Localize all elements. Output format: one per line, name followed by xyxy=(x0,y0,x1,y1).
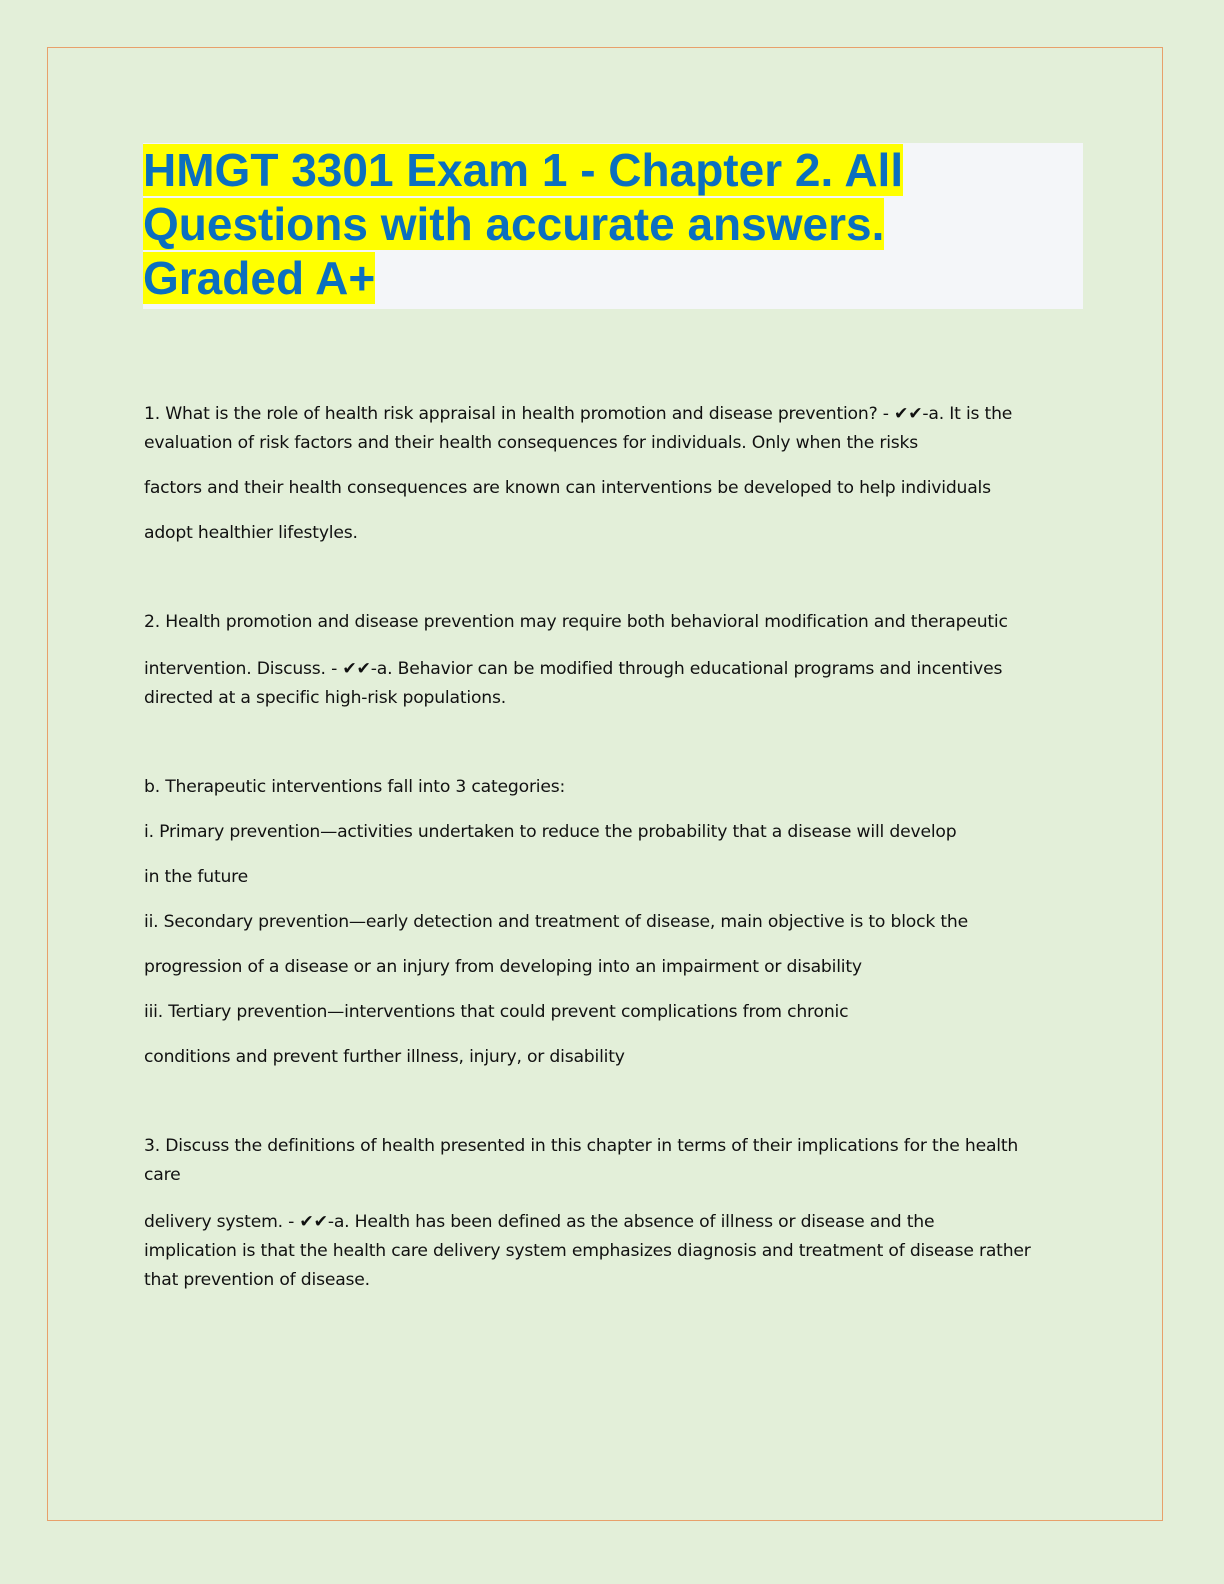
title-line-2: Questions with accurate answers. xyxy=(143,198,885,250)
title-line-1: HMGT 3301 Exam 1 - Chapter 2. All xyxy=(143,144,904,196)
q2-line-1: 2. Health promotion and disease prevention may require both behavioral modification and therapeutic xyxy=(144,612,1008,632)
q2-ii-line-1: ii. Secondary prevention—early detection and treatment of disease, main objective is to block the xyxy=(144,912,968,932)
q2-iii-line-2: conditions and prevent further illness, injury, or disability xyxy=(144,1047,625,1067)
document-title xyxy=(143,143,1083,305)
q1-line-4: adopt healthier lifestyles. xyxy=(144,523,358,543)
q3-line-1: 3. Discuss the definitions of health presented in this chapter in terms of their implications for the health xyxy=(144,1136,1019,1156)
q1-line-3: factors and their health consequences are known can interventions be developed to help individuals xyxy=(144,478,991,498)
q2-i-line-1: i. Primary prevention—activities undertaken to reduce the probability that a disease will develop xyxy=(144,822,957,842)
q2-i-line-2: in the future xyxy=(144,867,249,887)
q3-line-4: implication is that the health care delivery system emphasizes diagnosis and treatment of disease rather xyxy=(144,1241,1031,1261)
q3-line-3: delivery system. - ✔✔-a. Health has been defined as the absence of illness or disease and the xyxy=(144,1212,935,1232)
title-box xyxy=(143,143,1083,309)
q3-line-5: that prevention of disease. xyxy=(144,1270,370,1290)
q2-line-2: intervention. Discuss. - ✔✔-a. Behavior can be modified through educational programs and incentives xyxy=(144,659,1003,679)
q1-line-2: evaluation of risk factors and their health consequences for individuals. Only when the risks xyxy=(144,433,919,453)
q1-line-1: 1. What is the role of health risk appraisal in health promotion and disease prevention? - ✔✔-a. It is the xyxy=(144,404,1013,424)
q2-iii-line-1: iii. Tertiary prevention—interventions that could prevent complications from chronic xyxy=(144,1002,849,1022)
q2-line-3: directed at a specific high-risk populations. xyxy=(144,688,506,708)
q2-ii-line-2: progression of a disease or an injury from developing into an impairment or disability xyxy=(144,957,862,977)
q2-b-intro: b. Therapeutic interventions fall into 3 categories: xyxy=(144,777,566,797)
q3-line-2: care xyxy=(144,1165,181,1185)
document-body xyxy=(144,400,1084,1295)
title-line-3: Graded A+ xyxy=(143,252,376,304)
